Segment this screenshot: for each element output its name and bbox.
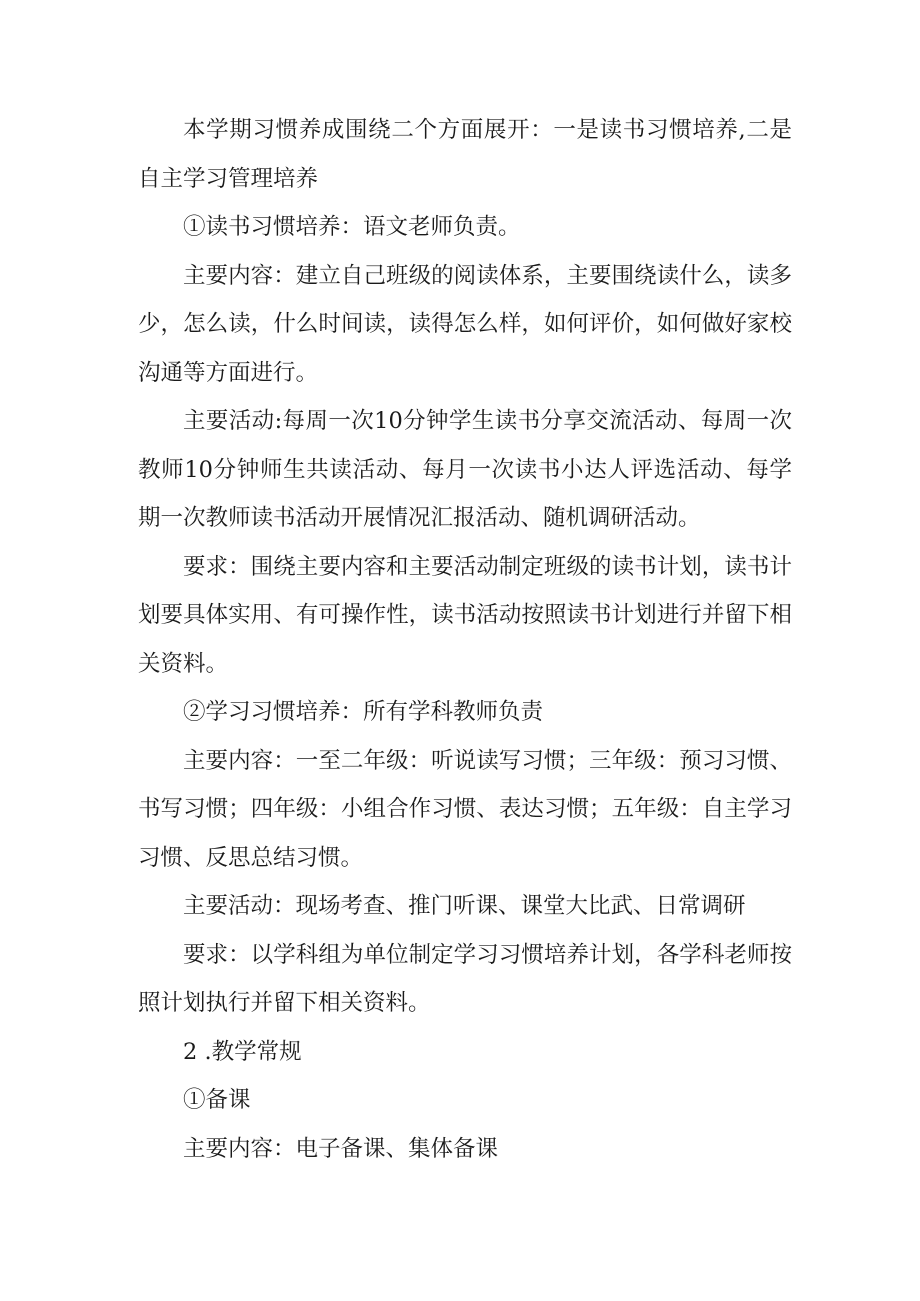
- paragraph-study-content: 主要内容：一至二年级：听说读写习惯；三年级：预习习惯、书写习惯；四年级：小组合作习惯、表达习惯；五年级：自主学习习惯、反思总结习惯。: [138, 747, 792, 871]
- heading-study-habit: ②学习习惯培养：所有学科教师负责: [183, 699, 544, 725]
- heading-reading-habit: ①读书习惯培养：语文老师负责。: [183, 214, 521, 240]
- paragraph-reading-activities: 主要活动:每周一次10分钟学生读书分享交流活动、每周一次教师10分钟师生共读活动、每月一次读书小达人评选活动、每学期一次教师读书活动开展情况汇报活动、随机调研活动。: [138, 408, 792, 531]
- heading-teaching-routine: 2 .教学常规: [183, 1038, 302, 1065]
- paragraph-lesson-prep-content: 主要内容：电子备课、集体备课: [183, 1135, 499, 1162]
- heading-lesson-prep: ①备课: [183, 1087, 251, 1113]
- paragraph-reading-requirements: 要求：围绕主要内容和主要活动制定班级的读书计划，读书计划要具体实用、有可操作性，读书活动按照读书计划进行并留下相关资料。: [138, 553, 792, 677]
- paragraph-habit-intro: 本学期习惯养成围绕二个方面展开：一是读书习惯培养,二是自主学习管理培养: [138, 117, 792, 192]
- document-page: [138, 106, 792, 1173]
- paragraph-study-requirements: 要求：以学科组为单位制定学习习惯培养计划，各学科老师按照计划执行并留下相关资料。: [138, 941, 792, 1016]
- paragraph-study-activities: 主要活动：现场考查、推门听课、课堂大比武、日常调研: [183, 893, 746, 919]
- paragraph-reading-content: 主要内容：建立自己班级的阅读体系，主要围绕读什么，读多少，怎么读，什么时间读，读得怎么样，如何评价，如何做好家校沟通等方面进行。: [138, 262, 792, 386]
